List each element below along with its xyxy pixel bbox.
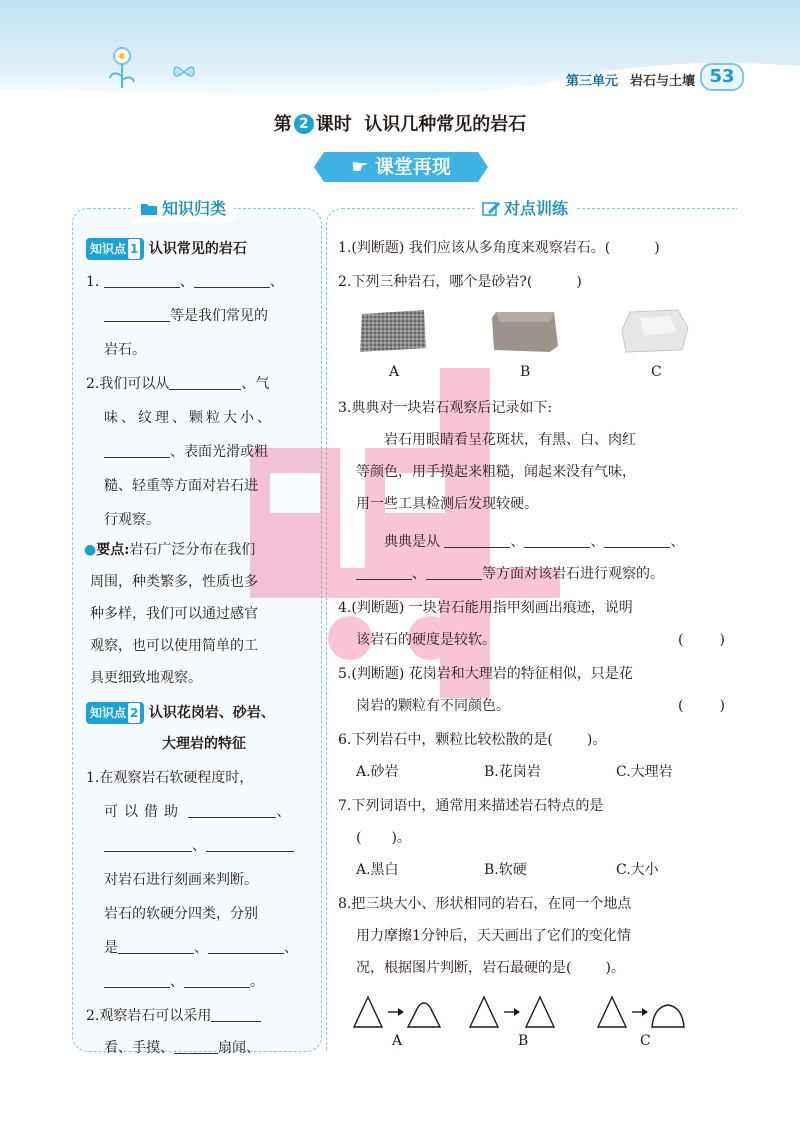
option-a[interactable]: A.砂岩: [356, 764, 399, 780]
lesson-name: 认识几种常见的岩石: [364, 114, 527, 135]
question-8-line2: 用力摩擦1分钟后，天天画出了它们的变化情: [356, 928, 631, 944]
option-b[interactable]: B.软硬: [484, 862, 527, 878]
question-5-answer[interactable]: ( ): [678, 698, 725, 714]
section-banner: ☛ 课堂再现: [324, 152, 478, 182]
kp-tag: 知识点 2: [86, 702, 144, 724]
question-4-answer[interactable]: ( ): [678, 632, 725, 648]
left-m1-line2: 可以借助 、: [104, 804, 291, 820]
kp-tag: 知识点 1: [86, 238, 144, 260]
left-m1-line4: 对岩石进行刻画来判断。: [104, 872, 258, 888]
blank[interactable]: [206, 837, 294, 852]
question-3: 3.典典对一块岩石观察后记录如下:: [338, 400, 553, 416]
option-label-c: C: [651, 364, 662, 380]
question-5-line2: 岗岩的颗粒有不同颜色。: [356, 698, 510, 714]
key-note-line3: 种多样，我们可以通过感官: [90, 606, 258, 622]
butterfly-icon: [172, 62, 196, 82]
left-m1-line3: 、: [104, 836, 294, 856]
question-3-fill-1: 典典是从 、 、 、: [384, 534, 685, 550]
folder-icon: [140, 202, 158, 216]
diagram-label-a: A: [392, 1033, 403, 1049]
left-q2-line4: 糙、轻重等方面对岩石进: [104, 478, 258, 494]
question-7: 7.下列词语中，通常用来描述岩石特点的是: [338, 798, 604, 814]
blank[interactable]: [169, 375, 241, 390]
question-2: 2.下列三种岩石，哪个是砂岩?( ): [338, 274, 582, 290]
blank[interactable]: [356, 565, 412, 580]
unit-title: 岩石与土壤: [630, 74, 696, 89]
rock-image-a: [358, 308, 428, 354]
blank[interactable]: [104, 973, 170, 988]
rock-image-c: [620, 308, 690, 354]
blank[interactable]: [104, 307, 170, 322]
blank[interactable]: [444, 533, 510, 548]
left-column-box: [72, 208, 322, 1052]
option-b[interactable]: B.花岗岩: [484, 764, 541, 780]
left-section-heading: 知识归类: [132, 196, 234, 222]
unit-label: 第三单元: [566, 74, 619, 89]
option-label-b: B: [520, 364, 531, 380]
left-m2-line1: 2.观察岩石可以采用: [86, 1006, 261, 1026]
left-q1-line1: 1. 、 、: [86, 274, 284, 290]
flower-icon: [102, 40, 142, 90]
question-7-line2: ( )。: [356, 830, 411, 846]
blank[interactable]: [174, 1039, 218, 1054]
question-8-line3: 况，根据图片判断，岩石最硬的是( )。: [356, 960, 625, 976]
left-q1-line3: 岩石。: [104, 342, 146, 358]
left-q1-line2: 等是我们常见的: [104, 306, 268, 326]
left-m1-line7: 、 。: [104, 972, 264, 992]
blank[interactable]: [188, 803, 276, 818]
blank[interactable]: [184, 973, 250, 988]
question-4-line2: 该岩石的硬度是较软。: [356, 632, 496, 648]
key-note-line4: 观察，也可以使用简单的工: [90, 638, 258, 654]
left-q2-line1: 2.我们可以从 、气: [86, 376, 270, 392]
right-section-heading: 对点训练: [474, 196, 576, 222]
option-c[interactable]: C.大理岩: [616, 764, 673, 780]
left-m1-line5: 岩石的软硬分四类，分别: [104, 906, 258, 922]
wear-diagram-b: [468, 993, 558, 1029]
page-number: 53: [700, 63, 744, 91]
question-3-fill-2: 、 等方面对该岩石进行观察的。: [356, 564, 664, 584]
blank[interactable]: [426, 565, 482, 580]
lesson-number-badge: 2: [294, 114, 314, 134]
diagram-label-b: B: [518, 1033, 529, 1049]
question-6-options: [356, 762, 673, 782]
option-label-a: A: [389, 364, 400, 380]
key-note-line5: 具更细致地观察。: [90, 670, 202, 686]
key-note: ●要点:岩石广泛分布在我们: [84, 542, 256, 558]
left-q2-line5: 行观察。: [104, 512, 160, 528]
left-q2-line2: 味、纹理、颗粒大小、: [104, 410, 274, 426]
left-m1-line6: 是 、 、: [104, 940, 298, 956]
question-4: 4.(判断题) 一块岩石能用指甲刻画出痕迹，说明: [338, 600, 633, 616]
question-6: 6.下列岩石中，颗粒比较松散的是( )。: [338, 732, 607, 748]
lesson-title: 第 2 课时 认识几种常见的岩石: [273, 114, 527, 135]
blank[interactable]: [194, 273, 270, 288]
blank[interactable]: [208, 939, 284, 954]
question-7-options: [356, 860, 659, 880]
wear-diagram-a: [352, 993, 442, 1029]
question-3-record-1: 岩石用眼睛看呈花斑状，有黑、白、肉红: [384, 432, 636, 448]
left-q2-line3: 、表面光滑或粗: [104, 442, 268, 462]
knowledge-point-2-title2: 大理岩的特征: [162, 736, 246, 752]
question-8: 8.把三块大小、形状相同的岩石，在同一个地点: [338, 896, 632, 912]
question-3-record-2: 等颜色，用手摸起来粗糙，闻起来没有气味，: [356, 464, 636, 480]
left-m2-line2: 看、手摸、 扇闻、: [104, 1040, 260, 1056]
blank[interactable]: [604, 533, 670, 548]
diagram-label-c: C: [640, 1033, 651, 1049]
blank[interactable]: [104, 273, 180, 288]
blank[interactable]: [104, 837, 192, 852]
left-m1-line1: 1.在观察岩石软硬程度时，: [86, 770, 254, 786]
wear-diagram-c: [596, 993, 686, 1029]
blank[interactable]: [104, 443, 170, 458]
blank[interactable]: [118, 939, 194, 954]
knowledge-point-1: 知识点 1 认识常见的岩石: [86, 238, 247, 260]
question-3-record-3: 用一些工具检测后发现较硬。: [356, 496, 538, 512]
blank[interactable]: [524, 533, 590, 548]
key-note-line2: 周围，种类繁多，性质也多: [90, 574, 258, 590]
blank[interactable]: [211, 1007, 261, 1022]
option-a[interactable]: A.黑白: [356, 862, 399, 878]
pencil-icon: [482, 202, 500, 216]
question-5: 5.(判断题) 花岗岩和大理岩的特征相似，只是花: [338, 666, 633, 682]
question-1: 1.(判断题) 我们应该从多角度来观察岩石。( ): [338, 240, 660, 256]
option-c[interactable]: C.大小: [616, 862, 659, 878]
rock-image-b: [490, 308, 560, 354]
knowledge-point-2: 知识点 2 认识花岗岩、砂岩、: [86, 702, 275, 724]
